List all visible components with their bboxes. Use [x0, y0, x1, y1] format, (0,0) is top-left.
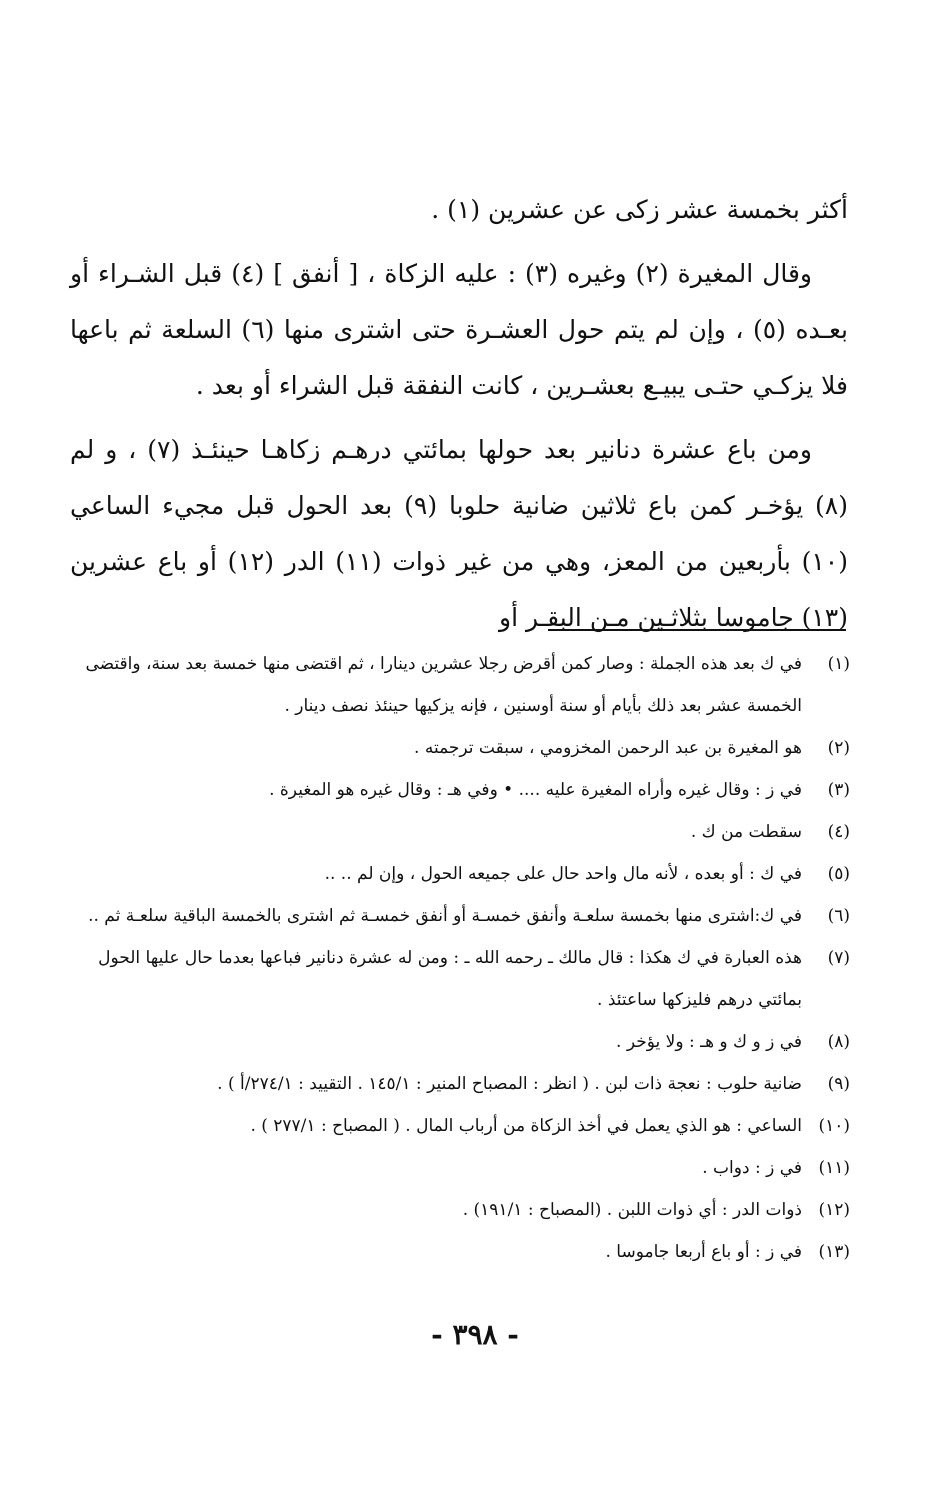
footnote-number: (٣): [827, 780, 850, 800]
footnote-9: [60, 1063, 850, 1105]
footnote-text: الساعي : هو الذي يعمل في أخذ الزكاة من أرباب المال . ( المصباح : ٢٧٧/١ ) .: [250, 1116, 802, 1136]
footnote-13: [60, 1231, 850, 1273]
footnote-number: (٦): [827, 906, 850, 926]
footnote-2: [60, 727, 850, 769]
footnote-text: في ك:اشترى منها بخمسة سلعـة وأنفق خمسـة أو أنفق خمسـة ثم اشترى بالخمسة الباقية سلعـة ثم ..: [88, 906, 802, 926]
footnote-text: هو المغيرة بن عبد الرحمن المخزومي ، سبقت ترجمته .: [414, 738, 802, 758]
footnote-number: (١٣): [818, 1242, 850, 1262]
footnote-12: [60, 1189, 850, 1231]
footnote-number: (١٠): [818, 1116, 850, 1136]
footnote-number: (١): [827, 654, 850, 674]
paragraph-1: أكثر بخمسة عشر زكى عن عشرين (١) .: [431, 195, 848, 224]
footnote-text: ضانية حلوب : نعجة ذات لبن . ( انظر : المصباح المنير : ١٤٥/١ . التقييد : ٢٧٤/١/أ ) .: [217, 1074, 802, 1094]
paragraph-2: وقال المغيرة (٢) وغيره (٣) : عليه الزكاة ، [ أنفق ] (٤) قبل الشـراء أو بعـده (٥) ، وإن لم يتم حول العشـرة حتى اشترى منها (٦) السلعة ثم باعها فلا يزكـي حتـى يبيـع بعشـرين ، كانت النفقة قبل الشراء أو بعد .: [70, 259, 849, 400]
footnote-1: [60, 643, 850, 727]
footnote-8: [60, 1021, 850, 1063]
footnote-text: في ز : وقال غيره وأراه المغيرة عليه .... • وفي هـ : وقال غيره هو المغيرة .: [269, 780, 802, 800]
footnote-number: (١١): [818, 1158, 850, 1178]
footnote-5: [60, 853, 850, 895]
footnote-7: [60, 937, 850, 1021]
footnote-4: [60, 811, 850, 853]
footnotes-section: [60, 643, 850, 1273]
page-number: - ٣٩٨ -: [431, 1318, 519, 1351]
footnote-text: في ز : دواب .: [702, 1158, 802, 1178]
main-text-body: [70, 182, 848, 646]
footnote-number: (٢): [827, 738, 850, 758]
footnote-text: ذوات الدر : أي ذوات اللبن . (المصباح : ١٩١/١) .: [462, 1200, 802, 1220]
footnote-number: (٩): [827, 1074, 850, 1094]
footnote-10: [60, 1105, 850, 1147]
footnote-text: في ك : أو بعده ، لأنه مال واحد حال على جميعه الحول ، وإن لم .. ..: [324, 864, 802, 884]
footnote-number: (٧): [827, 948, 850, 968]
footnote-text: في ز : أو باع أربعا جاموسا .: [605, 1242, 802, 1262]
footnote-number: (١٢): [818, 1200, 850, 1220]
footnote-text: هذه العبارة في ك هكذا : قال مالك ـ رحمه الله ـ : ومن له عشرة دنانير فباعها بعدما حال عليها الحول بمائتي درهم فليزكها ساعتئذ .: [98, 948, 802, 1010]
footnote-number: (٨): [827, 1032, 850, 1052]
footnote-text: في ز و ك و هـ : ولا يؤخر .: [616, 1032, 802, 1052]
footnote-separator: [548, 629, 846, 631]
footnote-6: [60, 895, 850, 937]
footnote-text: سقطت من ك .: [690, 822, 802, 842]
footnote-11: [60, 1147, 850, 1189]
paragraph-3: ومن باع عشرة دنانير بعد حولها بمائتي درهـم زكاهـا حينئـذ (٧) ، و لم (٨) يؤخـر كمن باع ثلاثين ضانية حلوبا (٩) بعد الحول قبل مجيء الساعي (١٠) بأربعين من المعز، وهي من غير ذوات (١١) الدر (١٢) أو باع عشرين (١٣) جاموسا بثلاثـين مـن البقـر أو: [70, 435, 848, 632]
footnote-number: (٤): [827, 822, 850, 842]
footnote-number: (٥): [827, 864, 850, 884]
footnote-text: في ك بعد هذه الجملة : وصار كمن أقرض رجلا عشرين دينارا ، ثم اقتضى منها خمسة بعد سنة، واقتضى الخمسة عشر بعد ذلك بأيام أو سنة أوسنين ، فإنه يزكيها حينئذ نصف دينار .: [85, 654, 802, 716]
footnote-3: [60, 769, 850, 811]
